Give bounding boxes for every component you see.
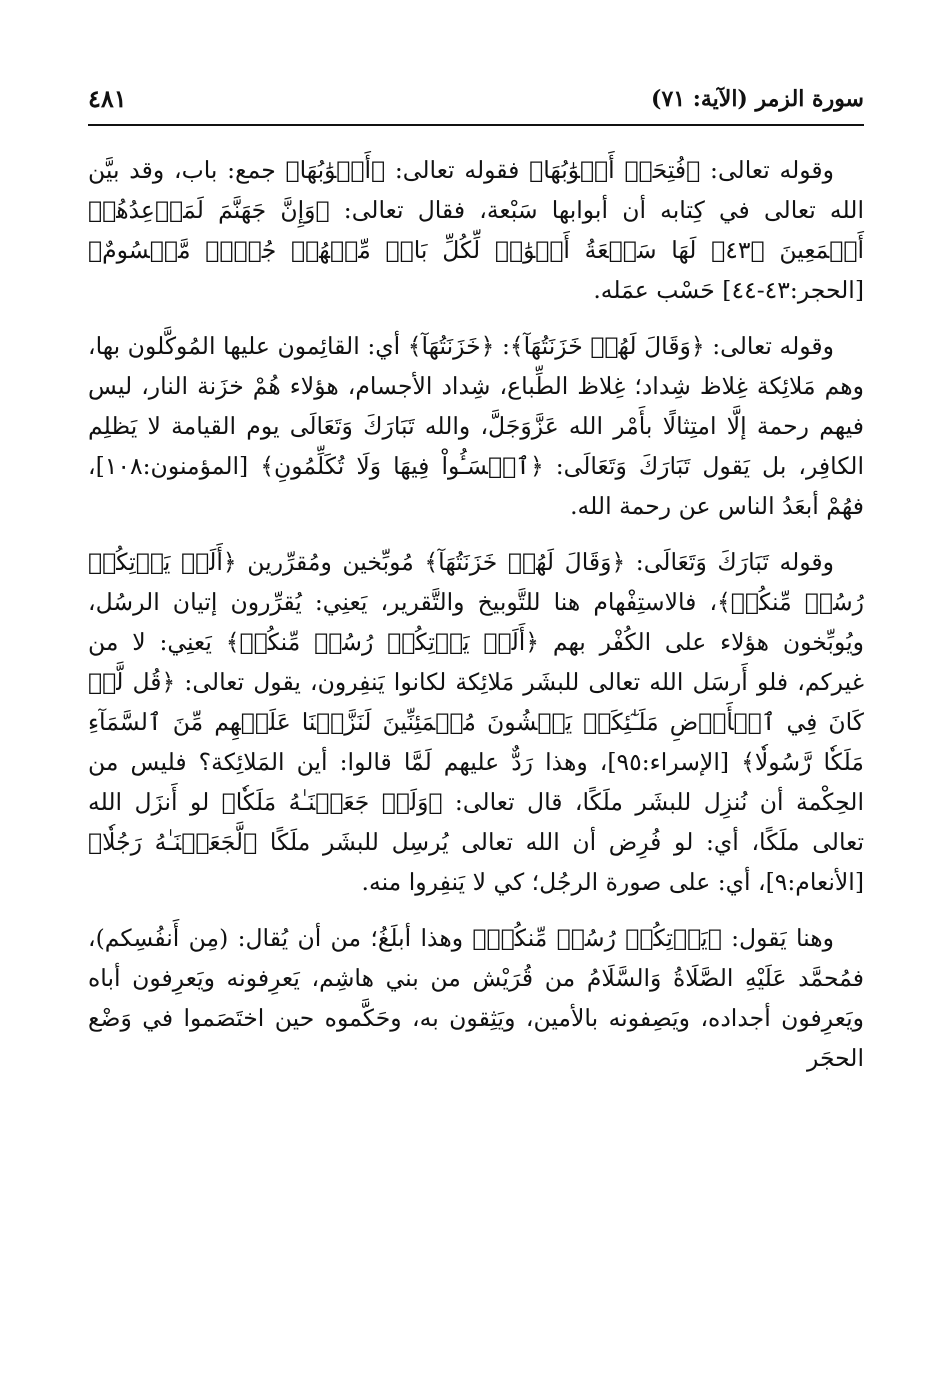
page-header <box>88 82 864 122</box>
paragraph: وقوله تعالى: ﴿وَقَالَ لَهُمۡ خَزَنَتُهَآ﴾: ﴿خَزَنَتُهَآ﴾ أي: القائِمون عليها المُوكَّلون بها، وهم مَلائِكة غِلاظ شِداد؛ غِلاظ الطِّباع، شِداد الأجسام، هؤلاء هُمْ خزَنة النار، ليس فيهم رحمة إلَّا امتِثالًا بأَمْر الله عَزَّوَجَلَّ، والله تَبَارَكَ وَتَعَالَى يوم القيامة لا يَظلِم الكافِر، بل يَقول تَبَارَكَ وَتَعَالَى: ﴿ٱخۡسَـُٔواْ فِيهَا وَلَا تُكَلِّمُونِ﴾ [المؤمنون:١٠٨]، فهُمْ أبعَدُ الناس عن رحمة الله. <box>88 332 864 520</box>
running-title: سورة الزمر (الآية: ٧١) <box>651 86 864 112</box>
paragraph: وقوله تعالى: ﴿فُتِحَتۡ أَبۡوَٰبُهَا﴾ فقوله تعالى: ﴿أَبۡوَٰبُهَا﴾ جمع: باب، وقد بيَّن الله تعالى في كِتابه أن أبوابها سَبْعة، فقال تعالى: ﴿وَإِنَّ جَهَنَّمَ لَمَوۡعِدُهُمۡ أَجۡمَعِينَ ﴿٤٣﴾ لَهَا سَبۡعَةُ أَبۡوَٰبٖ لِّكُلِّ بَابٖ مِّنۡهُمۡ جُزۡءٞ مَّقۡسُومٌ﴾ [الحجر:٤٣-٤٤] حَسْب عمَله. <box>88 156 864 304</box>
page-number: ٤٨١ <box>88 84 127 113</box>
paragraph: وهنا يَقول: ﴿يَأۡتِكُمۡ رُسُلٞ مِّنكُمۡ﴾ وهذا أبلَغُ؛ من أن يُقال: (مِن أَنفُسِكم)، فمُحمَّد عَلَيْهِ الصَّلَاةُ وَالسَّلَامُ من قُرَيْش من بني هاشِم، يَعرِفونه ويَعرِفون أباه ويَعرِفون أجداده، ويَصِفونه بالأمين، ويَثِقون به، وحَكَّموه حين اختَصَموا في وَضْع الحجَر <box>88 924 864 1072</box>
paragraph: وقوله تَبَارَكَ وَتَعَالَى: ﴿وَقَالَ لَهُمۡ خَزَنَتُهَآ﴾ مُوبِّخين ومُقرِّرين ﴿أَلَمۡ يَأۡتِكُمۡ رُسُلٞ مِّنكُمۡ﴾، فالاستِفْهام هنا للتَّوبيخ والتَّقرير، يَعنِي: يُقرِّرون إتيان الرسُل، ويُوبِّخون هؤلاء على الكُفْر بهم ﴿أَلَمۡ يَأۡتِكُمۡ رُسُلٞ مِّنكُمۡ﴾ يَعنِي: لا من غيركم، فلو أَرسَل الله تعالى للبشَر مَلائِكة لكانوا يَنفِرون، يقول تعالى: ﴿قُل لَّوۡ كَانَ فِي ٱلۡأَرۡضِ مَلَـٰٓئِكَةٞ يَمۡشُونَ مُطۡمَئِنِّينَ لَنَزَّلۡنَا عَلَيۡهِم مِّنَ ٱلسَّمَآءِ مَلَكٗا رَّسُولٗا﴾ [الإسراء:٩٥]، وهذا رَدٌّ عليهم لَمَّا قالوا: أين المَلائِكة؟ فليس من الحِكْمة أن نُنزِل للبشَر ملَكًا، قال تعالى: ﴿وَلَوۡ جَعَلۡنَـٰهُ مَلَكٗا﴾ لو أَنزَل الله تعالى ملَكًا، أي: لو فُرِض أن الله تعالى يُرسِل للبشَر ملَكًا ﴿لَّجَعَلۡنَـٰهُ رَجُلٗا﴾ [الأنعام:٩]، أي: على صورة الرجُل؛ كي لا يَنفِروا منه. <box>88 548 864 896</box>
header-divider <box>88 124 864 126</box>
page-body <box>88 150 864 1090</box>
